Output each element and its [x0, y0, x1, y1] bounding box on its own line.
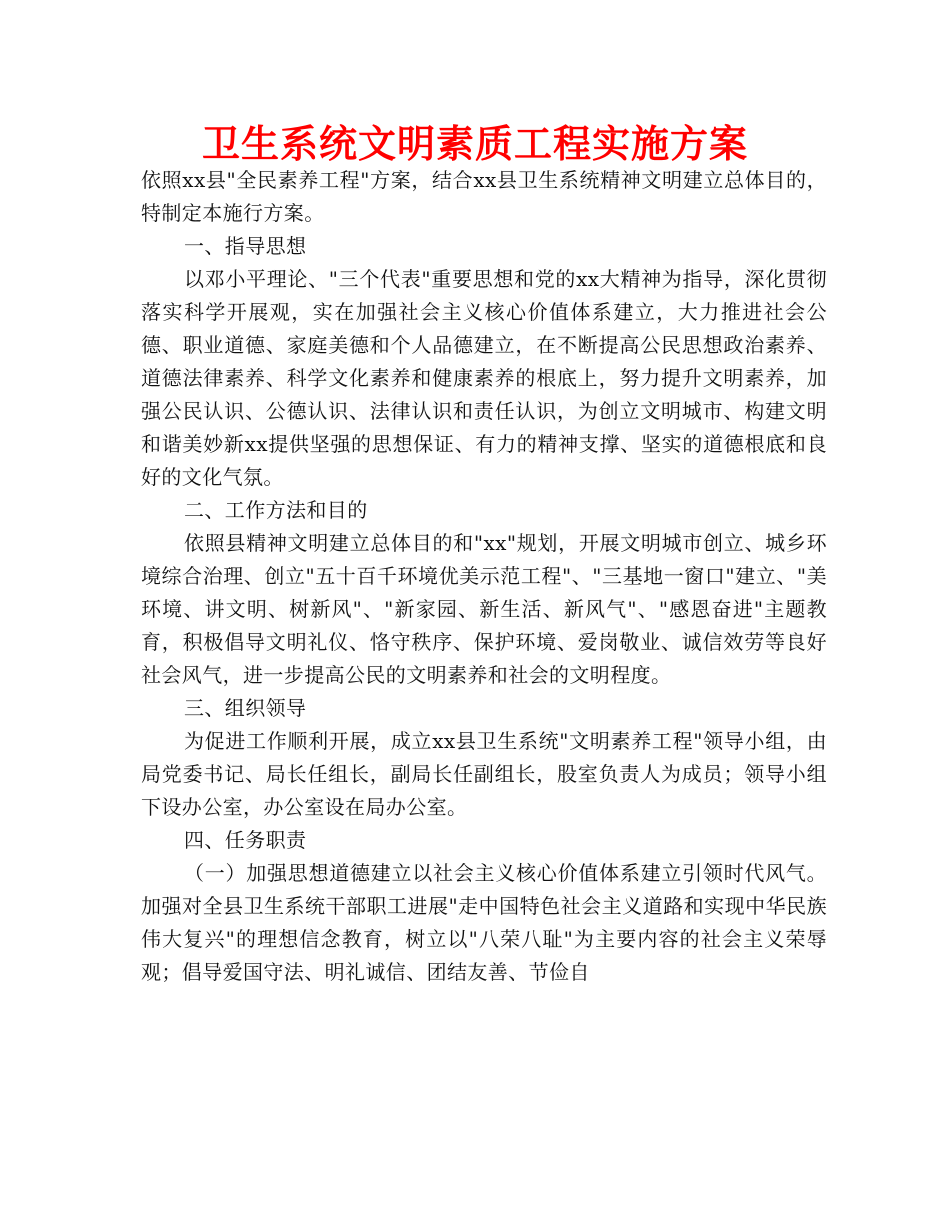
section-heading-organization: 三、组织领导	[184, 696, 307, 720]
document-body	[141, 164, 827, 989]
paragraph-duties-1: （一）加强思想道德建立以社会主义核心价值体系建立引领时代风气。加强对全县卫生系统干部职工进展"走中国特色社会主义道路和实现中华民族伟大复兴"的理想信念教育，树立以"八荣八耻"为主要内容的社会主义荣辱观；倡导爱国守法、明礼诚信、团结友善、节俭自	[141, 861, 827, 984]
section-heading-methods-goals: 二、工作方法和目的	[184, 498, 368, 522]
paragraph-guiding-thought: 以邓小平理论、"三个代表"重要思想和党的xx大精神为指导，深化贯彻落实科学开展观，实在加强社会主义核心价值体系建立，大力推进社会公德、职业道德、家庭美德和个人品德建立，在不断提高公民思想政治素养、道德法律素养、科学文化素养和健康素养的根底上，努力提升文明素养，加强公民认识、公德认识、法律认识和责任认识，为创立文明城市、构建文明和谐美妙新xx提供坚强的思想保证、有力的精神支撑、坚实的道德根底和良好的文化气氛。	[141, 267, 827, 489]
document-title: 卫生系统文明素质工程实施方案	[201, 122, 748, 166]
paragraph-methods-goals: 依照县精神文明建立总体目的和"xx"规划，开展文明城市创立、城乡环境综合治理、创立"五十百千环境优美示范工程"、"三基地一窗口"建立、"美环境、讲文明、树新风"、"新家园、新生活、新风气"、"感恩奋进"主题教育，积极倡导文明礼仪、恪守秩序、保护环境、爱岗敬业、诚信效劳等良好社会风气，进一步提高公民的文明素养和社会的文明程度。	[141, 531, 827, 687]
section-heading-guiding-thought: 一、指导思想	[184, 234, 307, 258]
section-heading-duties: 四、任务职责	[184, 828, 307, 852]
paragraph-intro: 依照xx县"全民素养工程"方案，结合xx县卫生系统精神文明建立总体目的，特制定本施行方案。	[141, 168, 827, 225]
paragraph-organization: 为促进工作顺利开展，成立xx县卫生系统"文明素养工程"领导小组，由局党委书记、局长任组长，副局长任副组长，股室负责人为成员；领导小组下设办公室，办公室设在局办公室。	[141, 729, 827, 819]
